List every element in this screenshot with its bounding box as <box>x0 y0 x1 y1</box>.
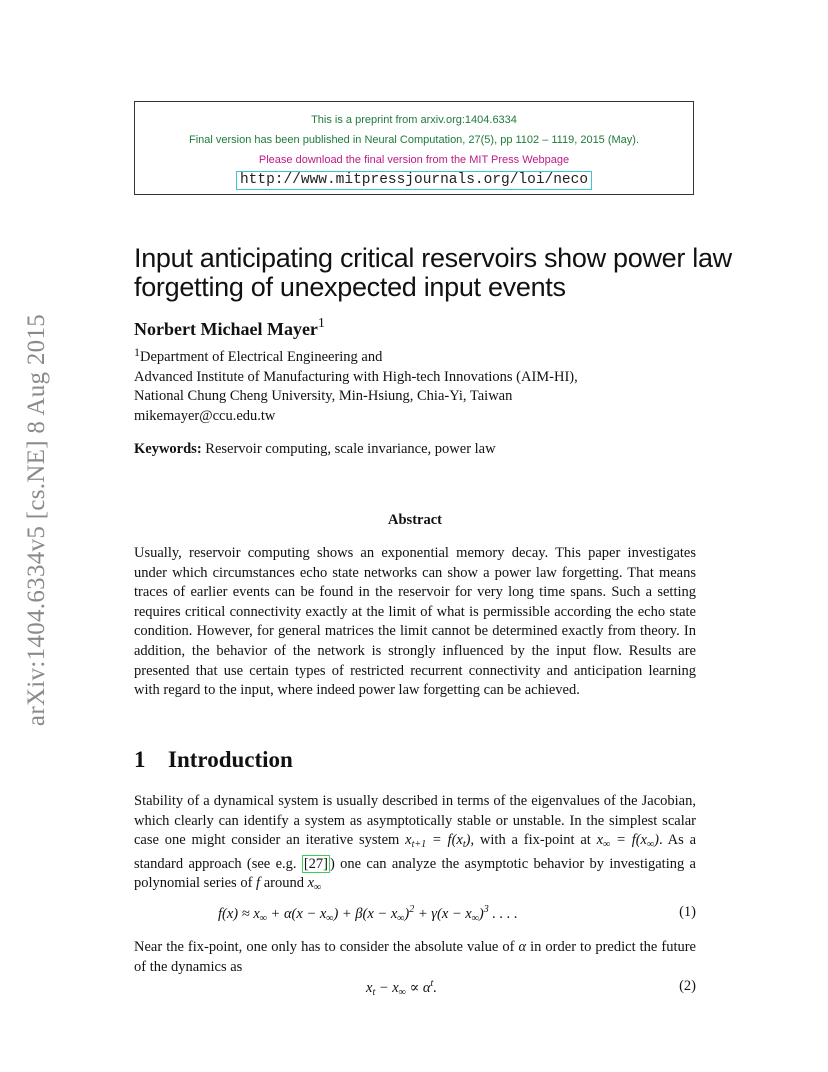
paper-title: Input anticipating critical reservoirs show power law forgetting of unexpected input events <box>134 243 732 302</box>
author-email[interactable]: mikemayer@ccu.edu.tw <box>134 407 276 424</box>
math-alpha: α <box>518 939 527 955</box>
intro-paragraph-2 <box>134 938 696 977</box>
equation-1-label: (1) <box>679 904 696 920</box>
preprint-line: This is a preprint from arxiv.org:1404.6334 <box>311 114 517 126</box>
affiliation-institute: Advanced Institute of Manufacturing with High-tech Innovations (AIM-HI), <box>134 368 578 385</box>
keywords-label: Keywords: <box>134 441 202 457</box>
arxiv-identifier: arXiv:1404.6334v5 [cs.NE] 8 Aug 2015 <box>23 313 50 727</box>
intro-text: ) one can analyze the asymptotic behavior by investigating a polynomial series of <box>134 855 696 892</box>
section-title: Introduction <box>168 747 293 772</box>
math-xinf: $x_\infty$ <box>307 875 322 894</box>
intro-text: . As a standard approach (see e.g. <box>134 832 697 872</box>
abstract-heading: Abstract <box>388 512 442 528</box>
download-line: Please download the final version from the MIT Press Webpage <box>258 154 570 166</box>
equation-2-label: (2) <box>679 978 696 994</box>
intro-text: Near the fix-point, one only has to consider the absolute value of <box>134 939 519 955</box>
intro-text: around <box>260 875 308 892</box>
citation-link[interactable]: [27] <box>303 855 329 872</box>
intro-text: in order to predict the future of the dynamics as <box>134 939 696 975</box>
section-number: 1 <box>134 747 146 772</box>
equation-2-body: $x_t - x_\infty \propto \alpha^t$. <box>366 978 437 998</box>
author-text: Norbert Michael Mayer <box>134 319 318 339</box>
equation-1-body: $f(x) \approx x_\infty + \alpha(x - x_\infty) + \beta(x - x_\infty)^2 + \gamma(x - x_\infty)^3$ . . . . <box>218 904 518 924</box>
abstract-body: Usually, reservoir computing shows an exponential memory decay. This paper investigates under which circumstances echo state networks can show a power law forgetting. That means traces of earlier events can be found in the reservoir for very long time spans. Such a setting requires critical connectivity exactly at the limit of what is permissible according the echo state condition. However, for general matrices the limit cannot be determined exactly from theory. In addition, the behavior of the network is strongly influenced by the input flow. Results are presented that use certain types of restricted recurrent connectivity and anticipation learning with regard to the input, where indeed power law forgetting can be achieved. <box>134 545 696 699</box>
affiliation-mark: 1 <box>134 345 140 359</box>
intro-text: Stability of a dynamical system is usually described in terms of the eigenvalues of the Jacobian, which clearly can identify a system as asymptotically stable or unstable. In the simplest scalar case one might consider an iterative system <box>134 793 696 849</box>
arxiv-sidebar <box>20 290 54 750</box>
affiliation-department: Department of Electrical Engineering and <box>140 349 383 365</box>
author-affiliation-mark: 1 <box>317 316 325 331</box>
math-fixpoint: $x_\infty = f(x_\infty)$ <box>596 832 659 851</box>
intro-paragraph <box>134 792 696 898</box>
publication-line: Final version has been published in Neural Computation, 27(5), pp 1102 – 1119, 2015 (May). <box>188 134 640 146</box>
keywords <box>134 441 496 458</box>
section-heading <box>134 747 293 773</box>
affiliation-line <box>134 343 578 368</box>
intro-text: , with a fix-point at <box>470 832 597 849</box>
affiliation-university: National Chung Cheng University, Min-Hsiung, Chia-Yi, Taiwan <box>134 388 513 405</box>
affiliation <box>134 343 578 426</box>
math-iteration: $x_{t+1} = f(x_t)$ <box>405 832 471 851</box>
author-name <box>134 316 325 340</box>
mit-press-link[interactable]: http://www.mitpressjournals.org/loi/neco <box>236 171 592 190</box>
preprint-notice-box <box>134 101 694 195</box>
keywords-list: Reservoir computing, scale invariance, power law <box>205 441 496 457</box>
math-f: f <box>256 875 261 892</box>
